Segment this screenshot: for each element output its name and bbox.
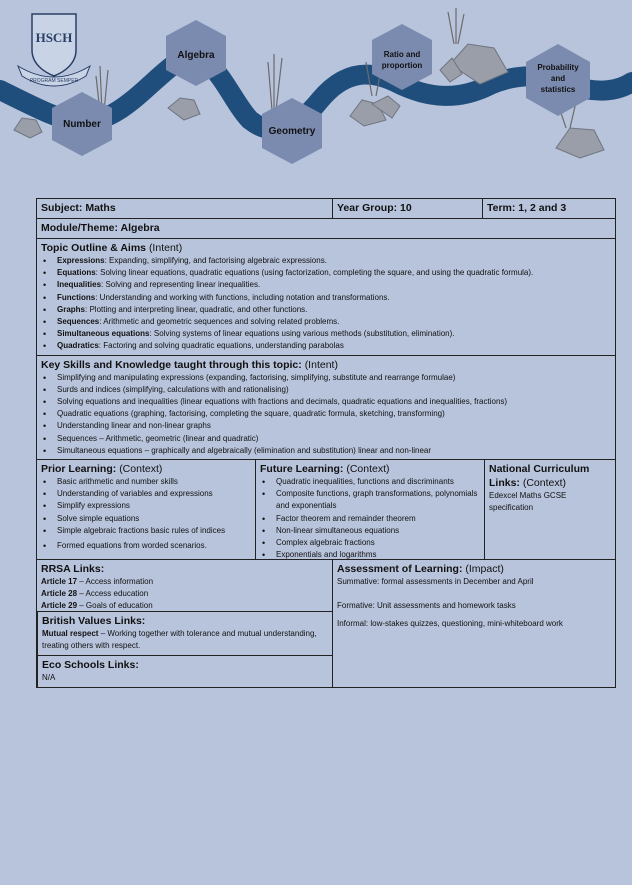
svg-text:HSCH: HSCH <box>35 30 73 45</box>
list-item: • Solve simple equations <box>57 513 251 525</box>
list-item: • Factor theorem and remainder theorem <box>276 513 480 525</box>
topic-outline-heading: Topic Outline & Aims <box>41 242 147 254</box>
topic-outline-suffix: (Intent) <box>148 242 183 254</box>
list-item: • Quadratic inequalities, functions and discriminants <box>276 476 480 488</box>
list-item: • Formed equations from worded scenarios. <box>57 540 251 552</box>
assessment-heading: Assessment of Learning: <box>337 563 463 576</box>
list-item: • Complex algebraic fractions <box>276 537 480 549</box>
key-skills-section <box>37 356 615 460</box>
year-group-cell: Year Group: 10 <box>332 199 482 218</box>
list-item: • Simplify expressions <box>57 500 251 512</box>
list-item: • Sequences: Arithmetic and geometric sequences and solving related problems. <box>57 316 611 328</box>
national-curriculum-section: National Curriculum Links: (Context) Edexcel Maths GCSE specification <box>484 460 615 559</box>
term-cell: Term: 1, 2 and 3 <box>482 199 615 218</box>
list-item: Article 29 – Goals of education <box>41 601 153 611</box>
svg-text:PROGRAM SEMPER: PROGRAM SEMPER <box>29 78 79 84</box>
list-item: • Equations: Solving linear equations, quadratic equations (using factorization, completing the square, and using the quadratic formula). <box>57 267 611 279</box>
british-values-section <box>37 612 332 656</box>
national-curriculum-text: Edexcel Maths GCSE specification <box>489 491 567 513</box>
topic-label-ratio: Ratio and proportion <box>381 50 423 70</box>
future-learning-heading: Future Learning: <box>260 463 344 476</box>
prior-learning-heading: Prior Learning: <box>41 463 117 476</box>
list-item: • Composite functions, graph transformations, polynomials and exponentials <box>276 488 480 512</box>
british-values-text: Mutual respect – Working together with tolerance and mutual understanding, treating others with respect. <box>42 629 317 651</box>
summative-text: Summative: formal assessments in December and April <box>337 577 534 587</box>
list-item: • Solving equations and inequalities (linear equations with fractions and decimals, quadratic equations and inequalities, fractions) <box>57 396 611 408</box>
british-values-heading: British Values Links: <box>42 615 146 628</box>
list-item: • Understanding linear and non-linear graphs <box>57 420 611 432</box>
formative-text: Formative: Unit assessments and homework tasks <box>337 601 516 611</box>
curriculum-overview-table <box>36 198 616 688</box>
subject-cell: Subject: Maths <box>41 202 116 214</box>
rrsa-section <box>37 560 332 612</box>
list-item: Article 28 – Access education <box>41 589 149 599</box>
list-item: • Understanding of variables and expressions <box>57 488 251 500</box>
school-crest-icon <box>18 14 90 86</box>
list-item: • Simple algebraic fractions basic rules of indices <box>57 525 251 537</box>
module-theme-cell: Module/Theme: Algebra <box>41 222 160 234</box>
topic-label-geometry: Geometry <box>268 126 316 137</box>
topic-outline-section <box>37 239 615 356</box>
list-item: • Graphs: Plotting and interpreting linear, quadratic, and other functions. <box>57 304 611 316</box>
list-item: • Sequences – Arithmetic, geometric (linear and quadratic) <box>57 433 611 445</box>
list-item: Article 17 – Access information <box>41 577 154 587</box>
list-item: • Surds and indices (simplifying, calculations with and rationalising) <box>57 384 611 396</box>
list-item: • Inequalities: Solving and representing linear inequalities. <box>57 279 611 291</box>
eco-schools-heading: Eco Schools Links: <box>42 659 139 672</box>
informal-text: Informal: low-stakes quizzes, questioning, mini-whiteboard work <box>337 619 563 629</box>
list-item: • Exponentials and logarithms <box>276 549 480 559</box>
key-skills-heading: Key Skills and Knowledge taught through this topic: <box>41 358 302 371</box>
rrsa-heading: RRSA Links: <box>41 563 105 576</box>
list-item: • Non-linear simultaneous equations <box>276 525 480 537</box>
topic-label-probability: Probability and statistics <box>537 63 579 94</box>
topic-label-number: Number <box>63 119 101 130</box>
eco-schools-section <box>37 656 332 687</box>
list-item: • Basic arithmetic and number skills <box>57 476 251 488</box>
list-item: • Simplifying and manipulating expressions (expanding, factorising, simplifying, substitute and rearrange formulae) <box>57 372 611 384</box>
eco-schools-text: N/A <box>42 673 56 683</box>
topic-label-algebra: Algebra <box>177 50 215 61</box>
national-curriculum-heading: National Curriculum Links: <box>489 463 590 490</box>
future-learning-section: Future Learning: (Context) • Quadratic inequalities, functions and discriminants • Composite functions, graph transformations, polynomials and exponentials • Factor theorem and remainder theorem • Non-linear simultaneous equations • Complex algebraic fractions • Exponentials and logarithms <box>255 460 484 559</box>
list-item: • Simultaneous equations: Solving systems of linear equations using various methods (substitution, elimination). <box>57 328 611 340</box>
list-item: • Simultaneous equations – graphically and algebraically (elimination and substitution) linear and non-linear <box>57 445 611 457</box>
assessment-section: Assessment of Learning: (Impact) Summative: formal assessments in December and April Formative: Unit assessments and homework tasks Informal: low-stakes quizzes, questioning, mini-whiteboard work <box>332 560 615 687</box>
prior-learning-section: Prior Learning: (Context) • Basic arithmetic and number skills • Understanding of variables and expressions • Simplify expressions • Solve simple equations • Simple algebraic fractions basic rules of indices • Formed equations from worded scenarios. <box>37 460 255 559</box>
list-item: • Quadratics: Factoring and solving quadratic equations, understanding parabolas <box>57 340 611 352</box>
list-item: • Functions: Understanding and working with functions, including notation and transformations. <box>57 292 611 304</box>
list-item: • Quadratic equations (graphing, factorising, completing the square, quadratic formula, sketching, transforming) <box>57 408 611 420</box>
list-item: • Expressions: Expanding, simplifying, and factorising algebraic expressions. <box>57 255 611 267</box>
key-skills-suffix: (Intent) <box>304 358 338 371</box>
learning-journey-banner <box>0 0 632 190</box>
